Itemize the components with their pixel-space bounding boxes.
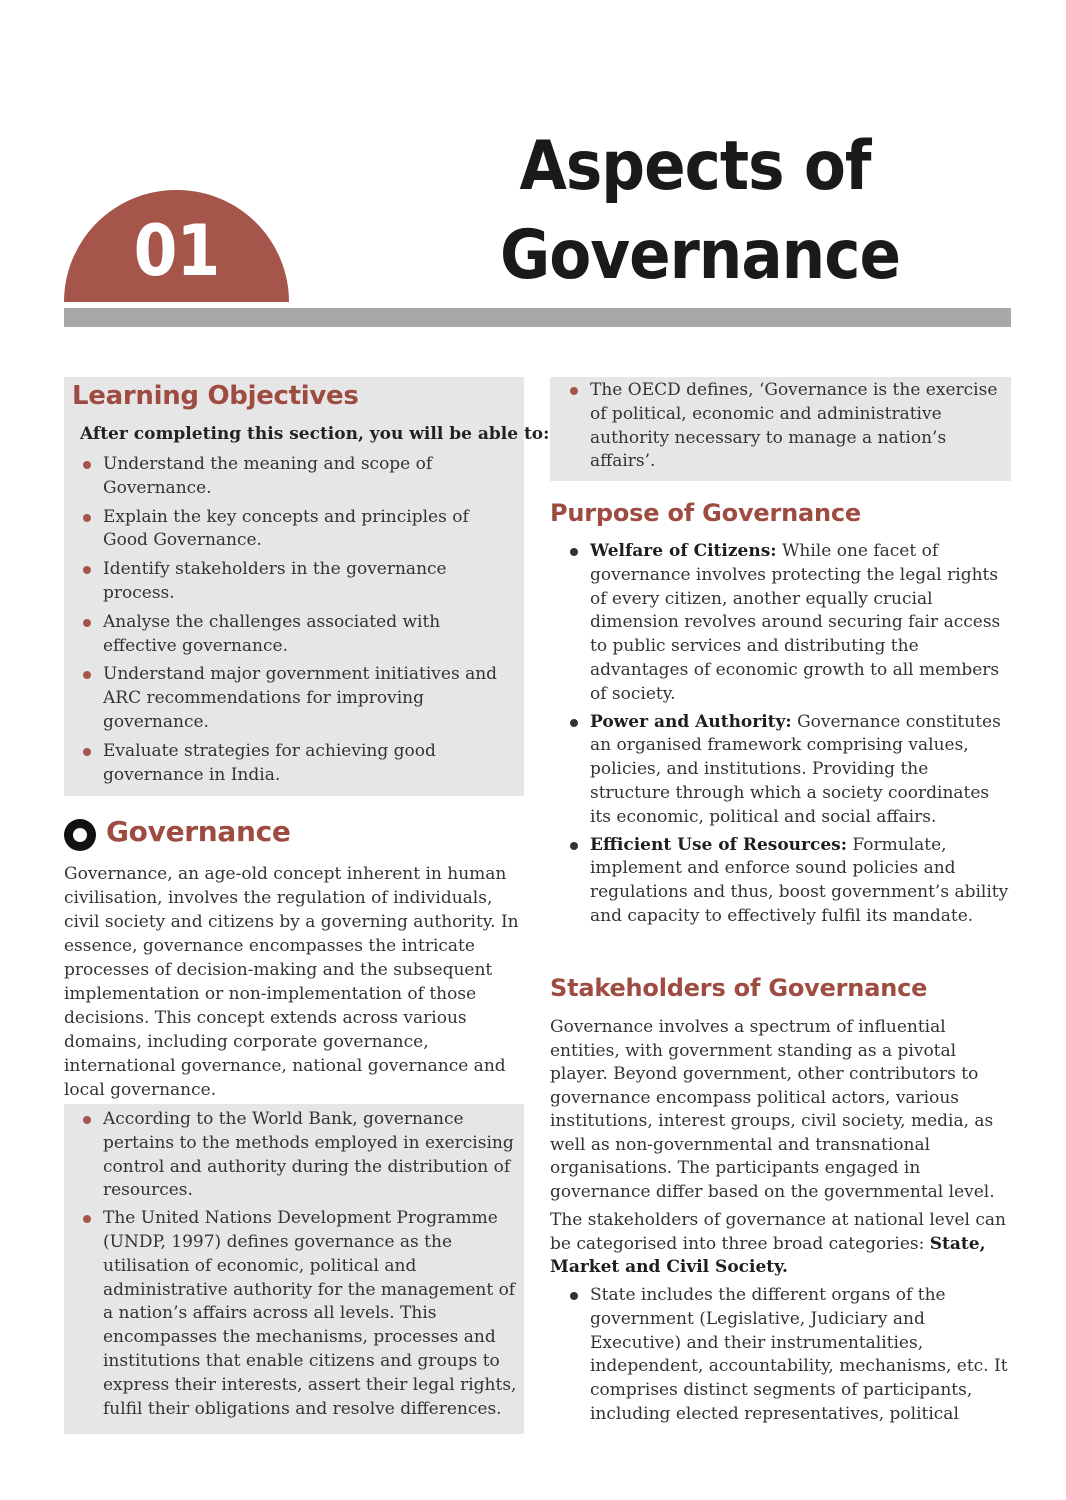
learning-objectives-intro: After completing this section, you will be able to: [80,424,550,444]
stakeholders-paragraph-2 [550,1209,1010,1280]
chapter-number: 01 [133,210,220,292]
learning-objectives-heading: Learning Objectives [72,381,359,411]
list-item [590,834,1010,929]
list-item: Understand major government initiatives and ARC recommendations for improving governance. [103,663,513,734]
stakeholders-heading: Stakeholders of Governance [550,974,928,1002]
list-item: Explain the key concepts and principles of Good Governance. [103,506,513,554]
list-item-text: Governance constitutes an organised framework comprising values, policies, and institutions. Providing the structure through which a society coordinates its economic, political and social affairs. [590,711,1001,827]
list-item: State includes the different organs of the government (Legislative, Judiciary and Executive) and their instrumentalities, independent, accountability, mechanisms, etc. It comprises distinct segments of participants, including elected representatives, political [590,1284,1010,1427]
list-item-term: Efficient Use of Resources: [590,834,848,855]
header-divider [64,308,1011,327]
list-item: Understand the meaning and scope of Governance. [103,453,513,501]
section-ring-icon [64,819,96,851]
stakeholders-paragraph-2-text: The stakeholders of governance at national level can be categorised into three broad categories: [550,1210,1006,1254]
learning-objectives-list [103,453,513,792]
list-item-term: Power and Authority: [590,711,792,732]
list-item: The OECD defines, ‘Governance is the exercise of political, economic and administrative authority necessary to manage a nation’s affairs’. [590,379,1008,474]
governance-heading: Governance [106,815,291,848]
purpose-list [590,540,1010,933]
list-item-term: Welfare of Citizens: [590,541,777,561]
stakeholders-list [590,1284,1010,1427]
governance-paragraph: Governance, an age-old concept inherent in human civilisation, involves the regulation of individuals, civil society and citizens by a governing authority. In essence, governance encompasses the intricate processes of decision-making and the subsequent implementation or non-implementation of those decisions. This concept extends across various domains, including corporate governance, international governance, national governance and local governance. [64,864,519,1100]
list-item: Analyse the challenges associated with effective governance. [103,611,513,659]
list-item-text: Formulate, implement and enforce sound policies and regulations and thus, boost government’s ability and capacity to effectively fulfil its mandate. [590,834,1009,926]
list-item: Identify stakeholders in the governance process. [103,558,513,606]
list-item [590,540,1010,707]
oecd-definition-list [590,379,1008,474]
purpose-heading: Purpose of Governance [550,499,861,527]
chapter-title-line-1: Aspects of [519,127,871,206]
stakeholders-categories: State, Market and Civil Society. [550,1233,986,1277]
list-item: Evaluate strategies for achieving good governance in India. [103,740,513,788]
list-item [590,711,1010,830]
stakeholders-paragraph-1: Governance involves a spectrum of influential entities, with government standing as a pivotal player. Beyond government, other contributors to governance encompass political actors, various institutions, interest groups, civil society, media, as well as non-governmental and transnational organisations. The participants engaged in governance differ based on the governmental level. [550,1017,995,1202]
chapter-title-line-2: Governance [500,216,900,295]
definitions-list [103,1108,518,1425]
list-item-text: While one facet of governance involves protecting the legal rights of every citizen, another equally crucial dimension revolves around securing fair access to public services and distributing the advantages of economic growth to all members of society. [590,541,1001,704]
list-item: According to the World Bank, governance pertains to the methods employed in exercising control and authority during the distribution of resources. [103,1108,518,1203]
chapter-number-badge [64,190,289,302]
list-item: The United Nations Development Programme (UNDP, 1997) defines governance as the utilisation of economic, political and administrative authority for the management of a nation’s affairs across all levels. This encompasses the mechanisms, processes and institutions that enable citizens and groups to express their interests, assert their legal rights, fulfil their obligations and resolve differences. [103,1207,518,1421]
